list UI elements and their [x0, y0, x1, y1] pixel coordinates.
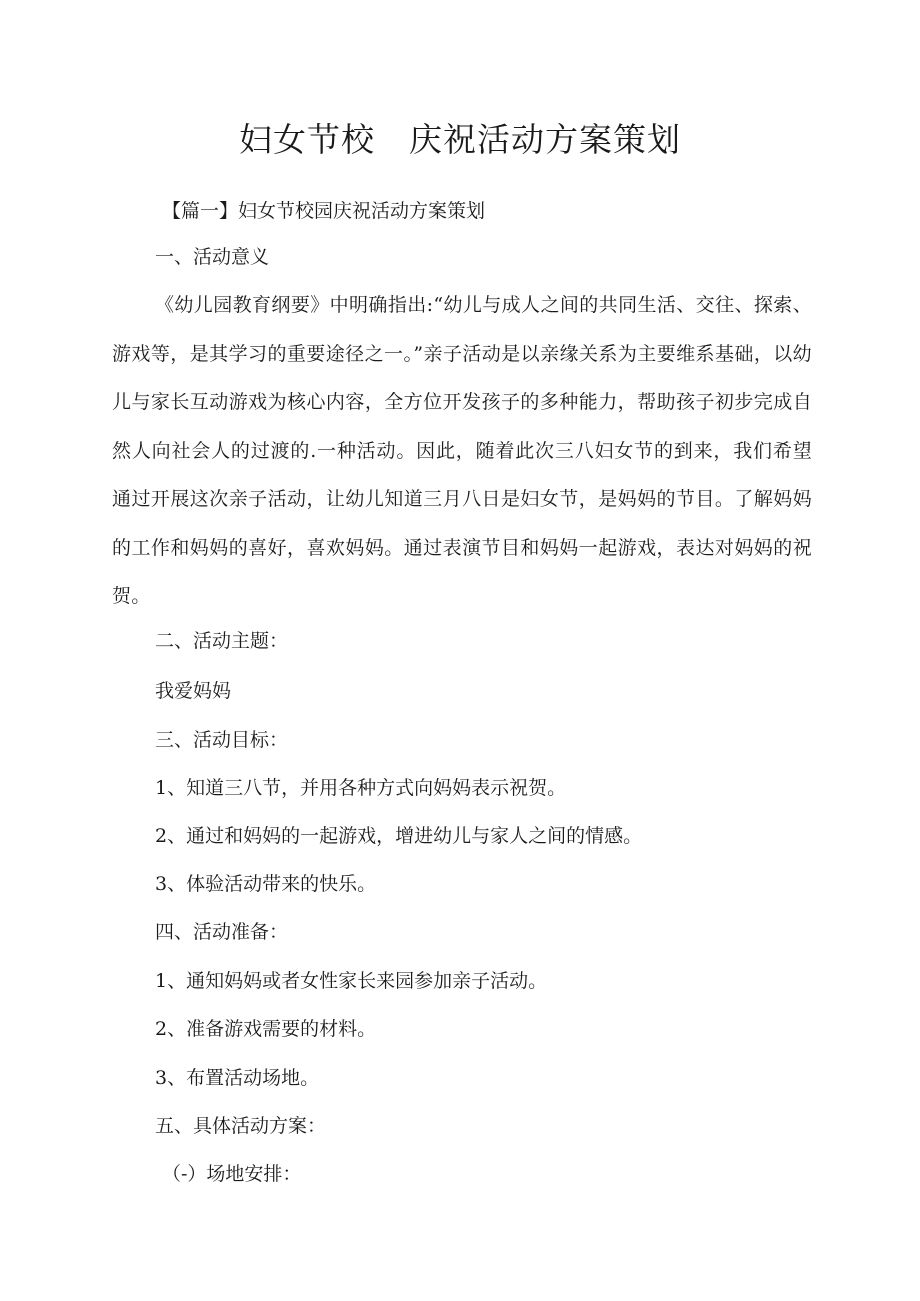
section-5-heading: 五、具体活动方案：: [155, 1115, 327, 1137]
section-3-heading: 三、活动目标：: [155, 729, 289, 751]
goal-item-2: 2、通过和妈妈的一起游戏，增进幼儿与家人之间的情感。: [155, 825, 643, 847]
preparation-item-1: 1、通知妈妈或者女性家长来园参加亲子活动。: [155, 970, 548, 992]
preparation-item-2: 2、准备游戏需要的材料。: [155, 1018, 377, 1040]
goal-item-3: 3、体验活动带来的快乐。: [155, 873, 377, 895]
title-part-2: 庆祝活动方案策划: [409, 120, 681, 159]
preparation-item-3: 3、布置活动场地。: [155, 1067, 320, 1089]
section-2-heading: 二、活动主题：: [155, 630, 289, 652]
goal-item-1: 1、知道三八节，并用各种方式向妈妈表示祝贺。: [155, 777, 567, 799]
section-2-theme: 我爱妈妈: [155, 680, 232, 702]
subtitle: 【篇一】妇女节校园庆祝活动方案策划: [162, 200, 486, 222]
section-1-paragraph: 《幼儿园教育纲要》中明确指出:“幼儿与成人之间的共同生活、交往、探索、游戏等，是其学习的重要途径之一。”亲子活动是以亲缘关系为主要维系基础，以幼儿与家长互动游戏为核心内容，全方位开发孩子的多种能力，帮助孩子初步完成自然人向社会人的过渡的.一种活动。因此，随着此次三八妇女节的到来，我们希望通过开展这次亲子活动，让幼儿知道三月八日是妇女节，是妈妈的节目。了解妈妈的工作和妈妈的喜好，喜欢妈妈。通过表演节目和妈妈一起游戏，表达对妈妈的祝贺。: [112, 294, 812, 607]
section-4-heading: 四、活动准备：: [155, 921, 289, 943]
section-5-subheading-1: （-）场地安排：: [162, 1163, 302, 1185]
title-part-1: 妇女节校: [239, 120, 375, 159]
section-1-heading: 一、活动意义: [155, 246, 270, 268]
document-title: [0, 118, 920, 162]
